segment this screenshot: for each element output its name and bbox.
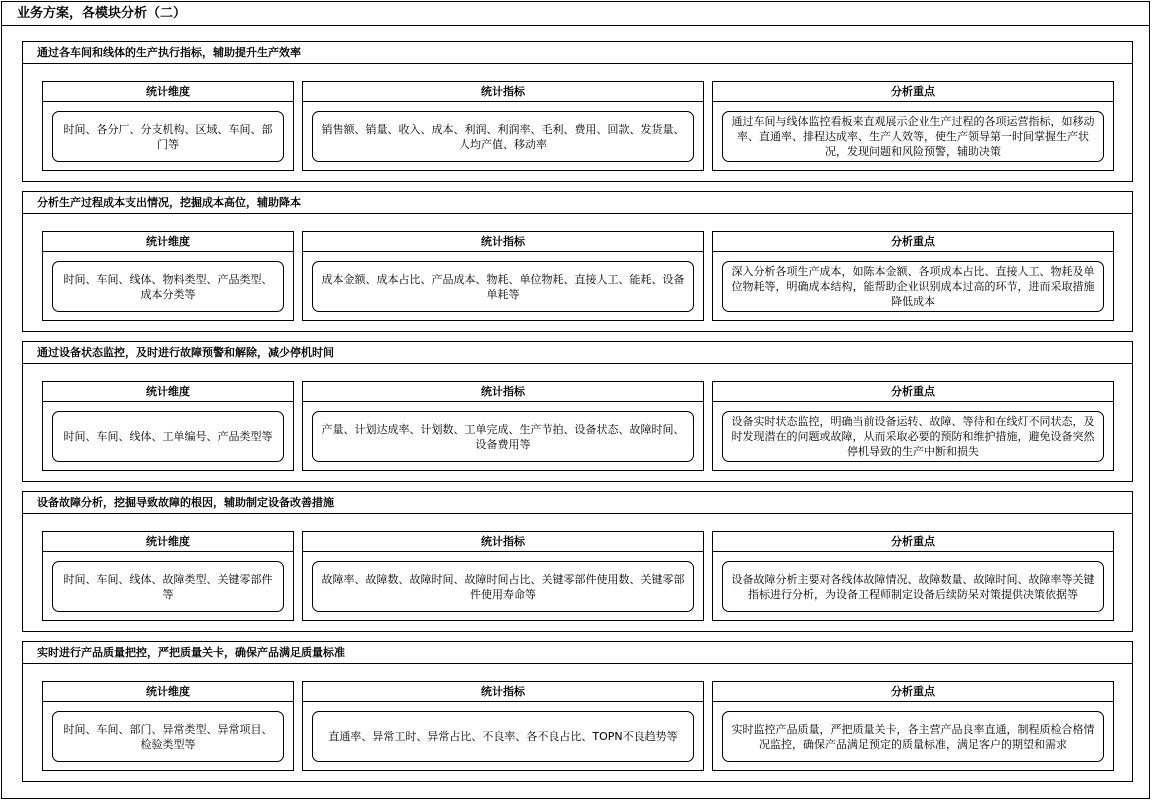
dimension-panel xyxy=(42,81,294,171)
metrics-text: 销售额、销量、收入、成本、利润、利润率、毛利、费用、回款、发货量、人均产值、移动率 xyxy=(312,111,694,162)
dimension-panel xyxy=(42,381,294,471)
focus-header: 分析重点 xyxy=(713,382,1113,402)
dimension-header: 统计维度 xyxy=(43,82,293,102)
focus-text: 通过车间与线体监控看板来直观展示企业生产过程的各项运营指标，如移动率、直通率、排程达成率、生产人效等，使生产领导第一时间掌握生产状况，发现问题和风险预警，辅助决策 xyxy=(722,111,1104,162)
focus-panel xyxy=(712,81,1114,171)
focus-panel xyxy=(712,231,1114,321)
dimension-panel xyxy=(42,681,294,771)
metrics-panel xyxy=(302,681,704,771)
dimension-header: 统计维度 xyxy=(43,232,293,252)
metrics-header: 统计指标 xyxy=(303,232,703,252)
focus-text: 设备故障分析主要对各线体故障情况、故障数量、故障时间、故障率等关键指标进行分析，为设备工程师制定设备后续防呆对策提供决策依据等 xyxy=(722,561,1104,612)
section-heading: 设备故障分析，挖掘导致故障的根因，辅助制定设备改善措施 xyxy=(23,492,1132,514)
dimension-text: 时间、车间、线体、物料类型、产品类型、成本分类等 xyxy=(52,261,284,312)
section-production-efficiency xyxy=(22,41,1133,182)
focus-panel xyxy=(712,681,1114,771)
dimension-text: 时间、车间、线体、工单编号、产品类型等 xyxy=(52,411,284,462)
dimension-text: 时间、车间、部门、异常类型、异常项目、检验类型等 xyxy=(52,711,284,762)
metrics-text: 故障率、故障数、故障时间、故障时间占比、关键零部件使用数、关键零部件使用寿命等 xyxy=(312,561,694,612)
metrics-header: 统计指标 xyxy=(303,382,703,402)
focus-header: 分析重点 xyxy=(713,532,1113,552)
section-heading: 通过各车间和线体的生产执行指标，辅助提升生产效率 xyxy=(23,42,1132,64)
focus-panel xyxy=(712,531,1114,621)
focus-header: 分析重点 xyxy=(713,82,1113,102)
dimension-panel xyxy=(42,231,294,321)
metrics-panel xyxy=(302,81,704,171)
section-heading: 通过设备状态监控，及时进行故障预警和解除，减少停机时间 xyxy=(23,342,1132,364)
dimension-text: 时间、各分厂、分支机构、区域、车间、部门等 xyxy=(52,111,284,162)
focus-text: 深入分析各项生产成本，如陈本金额、各项成本占比、直接人工、物耗及单位物耗等，明确成本结构，能帮助企业识别成本过高的环节，进而采取措施降低成本 xyxy=(722,261,1104,312)
metrics-text: 直通率、异常工时、异常占比、不良率、各不良占比、TOPN不良趋势等 xyxy=(312,711,694,762)
section-heading: 分析生产过程成本支出情况，挖掘成本高位，辅助降本 xyxy=(23,192,1132,214)
metrics-header: 统计指标 xyxy=(303,682,703,702)
section-heading: 实时进行产品质量把控，严把质量关卡，确保产品满足质量标准 xyxy=(23,642,1132,664)
metrics-text: 成本金额、成本占比、产品成本、物耗、单位物耗、直接人工、能耗、设备单耗等 xyxy=(312,261,694,312)
metrics-panel xyxy=(302,531,704,621)
section-equipment-fault-analysis xyxy=(22,491,1133,632)
page-title: 业务方案，各模块分析（二） xyxy=(2,2,1149,26)
dimension-text: 时间、车间、线体、故障类型、关键零部件等 xyxy=(52,561,284,612)
section-quality-control xyxy=(22,641,1133,782)
section-cost-analysis xyxy=(22,191,1133,332)
metrics-text: 产量、计划达成率、计划数、工单完成、生产节拍、设备状态、故障时间、设备费用等 xyxy=(312,411,694,462)
metrics-panel xyxy=(302,381,704,471)
metrics-header: 统计指标 xyxy=(303,82,703,102)
focus-header: 分析重点 xyxy=(713,232,1113,252)
focus-text: 实时监控产品质量，严把质量关卡，各主营产品良率直通，制程质检合格情况监控，确保产品满足预定的质量标准，满足客户的期望和需求 xyxy=(722,711,1104,762)
dimension-header: 统计维度 xyxy=(43,682,293,702)
focus-text: 设备实时状态监控，明确当前设备运转、故障、等待和在线灯不同状态，及时发现潜在的问题或故障，从而采取必要的预防和维护措施，避免设备突然停机导致的生产中断和损失 xyxy=(722,411,1104,462)
section-equipment-monitoring xyxy=(22,341,1133,482)
focus-header: 分析重点 xyxy=(713,682,1113,702)
metrics-header: 统计指标 xyxy=(303,532,703,552)
diagram-frame xyxy=(1,1,1150,799)
dimension-panel xyxy=(42,531,294,621)
metrics-panel xyxy=(302,231,704,321)
focus-panel xyxy=(712,381,1114,471)
dimension-header: 统计维度 xyxy=(43,532,293,552)
dimension-header: 统计维度 xyxy=(43,382,293,402)
